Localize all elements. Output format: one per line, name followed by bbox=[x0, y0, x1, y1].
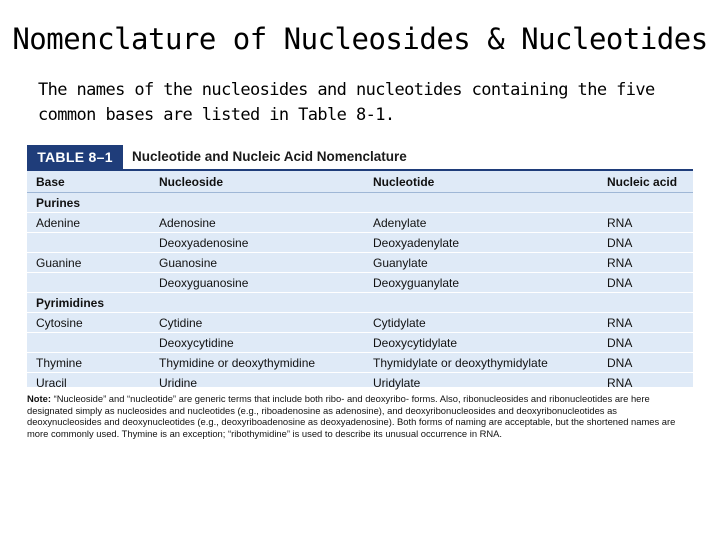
cell-nucleoside: Deoxycytidine bbox=[150, 333, 364, 353]
column-header-base: Base bbox=[27, 171, 150, 193]
cell-nucleotide: Thymidylate or deoxythymidylate bbox=[364, 353, 598, 373]
cell-base bbox=[27, 333, 150, 353]
note-label: Note: bbox=[27, 393, 51, 404]
group-label-purines: Purines bbox=[27, 193, 693, 213]
column-header-nucleotide: Nucleotide bbox=[364, 171, 598, 193]
table-row bbox=[27, 333, 693, 353]
cell-nucleic-acid: DNA bbox=[598, 353, 693, 373]
slide-title: Nomenclature of Nucleosides & Nucleotides bbox=[12, 22, 708, 56]
cell-base: Thymine bbox=[27, 353, 150, 373]
cell-nucleotide: Adenylate bbox=[364, 213, 598, 233]
group-row-pyrimidines bbox=[27, 293, 693, 313]
cell-base: Cytosine bbox=[27, 313, 150, 333]
group-label-pyrimidines: Pyrimidines bbox=[27, 293, 693, 313]
cell-nucleic-acid: DNA bbox=[598, 273, 693, 293]
table-header-bar bbox=[27, 145, 693, 169]
cell-base bbox=[27, 233, 150, 253]
table-footnote bbox=[27, 393, 693, 439]
cell-base bbox=[27, 273, 150, 293]
group-row-purines bbox=[27, 193, 693, 213]
cell-base: Adenine bbox=[27, 213, 150, 233]
table-number-badge: TABLE 8–1 bbox=[27, 145, 123, 169]
cell-nucleic-acid: DNA bbox=[598, 333, 693, 353]
table-row bbox=[27, 233, 693, 253]
table-caption: Nucleotide and Nucleic Acid Nomenclature bbox=[132, 149, 407, 164]
cell-base: Guanine bbox=[27, 253, 150, 273]
nomenclature-table-panel bbox=[27, 169, 693, 390]
note-text: “Nucleoside” and “nucleotide” are generic terms that include both ribo- and deoxyribo- forms. Also, ribonucleosides and ribonucleotides are here designated simply as nucleosides and nucleotides (e.g., riboadenosine as adenosine), and deoxyribonucleosides and deoxyribonucleotides as deoxynucleosides and deoxynucleotides (e.g., deoxyriboadenosine as deoxyadenosine). Both forms of naming are acceptable, but the shortened names are more commonly used. Thymine is an exception; “ribothymidine” is used to describe its unusual occurrence in RNA. bbox=[27, 393, 676, 439]
cell-nucleoside: Thymidine or deoxythymidine bbox=[150, 353, 364, 373]
cell-nucleoside: Uridine bbox=[150, 373, 364, 393]
cell-nucleic-acid: RNA bbox=[598, 313, 693, 333]
table-row bbox=[27, 313, 693, 333]
cell-nucleotide: Deoxyguanylate bbox=[364, 273, 598, 293]
table-row bbox=[27, 373, 693, 393]
nomenclature-table bbox=[27, 171, 693, 393]
intro-paragraph: The names of the nucleosides and nucleotides containing the five common bases are listed in Table 8-1. bbox=[38, 80, 655, 125]
table-row bbox=[27, 253, 693, 273]
cell-nucleoside: Guanosine bbox=[150, 253, 364, 273]
cell-nucleic-acid: RNA bbox=[598, 253, 693, 273]
cell-nucleotide: Cytidylate bbox=[364, 313, 598, 333]
cell-nucleotide: Deoxyadenylate bbox=[364, 233, 598, 253]
column-header-nucleoside: Nucleoside bbox=[150, 171, 364, 193]
table-row bbox=[27, 273, 693, 293]
table-row bbox=[27, 353, 693, 373]
table-header-row bbox=[27, 171, 693, 193]
cell-nucleotide: Uridylate bbox=[364, 373, 598, 393]
cell-nucleic-acid: DNA bbox=[598, 233, 693, 253]
table-row bbox=[27, 213, 693, 233]
cell-nucleic-acid: RNA bbox=[598, 373, 693, 393]
column-header-nucleic-acid: Nucleic acid bbox=[598, 171, 693, 193]
cell-nucleoside: Adenosine bbox=[150, 213, 364, 233]
cell-nucleotide: Guanylate bbox=[364, 253, 598, 273]
cell-nucleoside: Deoxyguanosine bbox=[150, 273, 364, 293]
cell-nucleotide: Deoxycytidylate bbox=[364, 333, 598, 353]
cell-nucleic-acid: RNA bbox=[598, 213, 693, 233]
cell-base: Uracil bbox=[27, 373, 150, 393]
cell-nucleoside: Cytidine bbox=[150, 313, 364, 333]
cell-nucleoside: Deoxyadenosine bbox=[150, 233, 364, 253]
